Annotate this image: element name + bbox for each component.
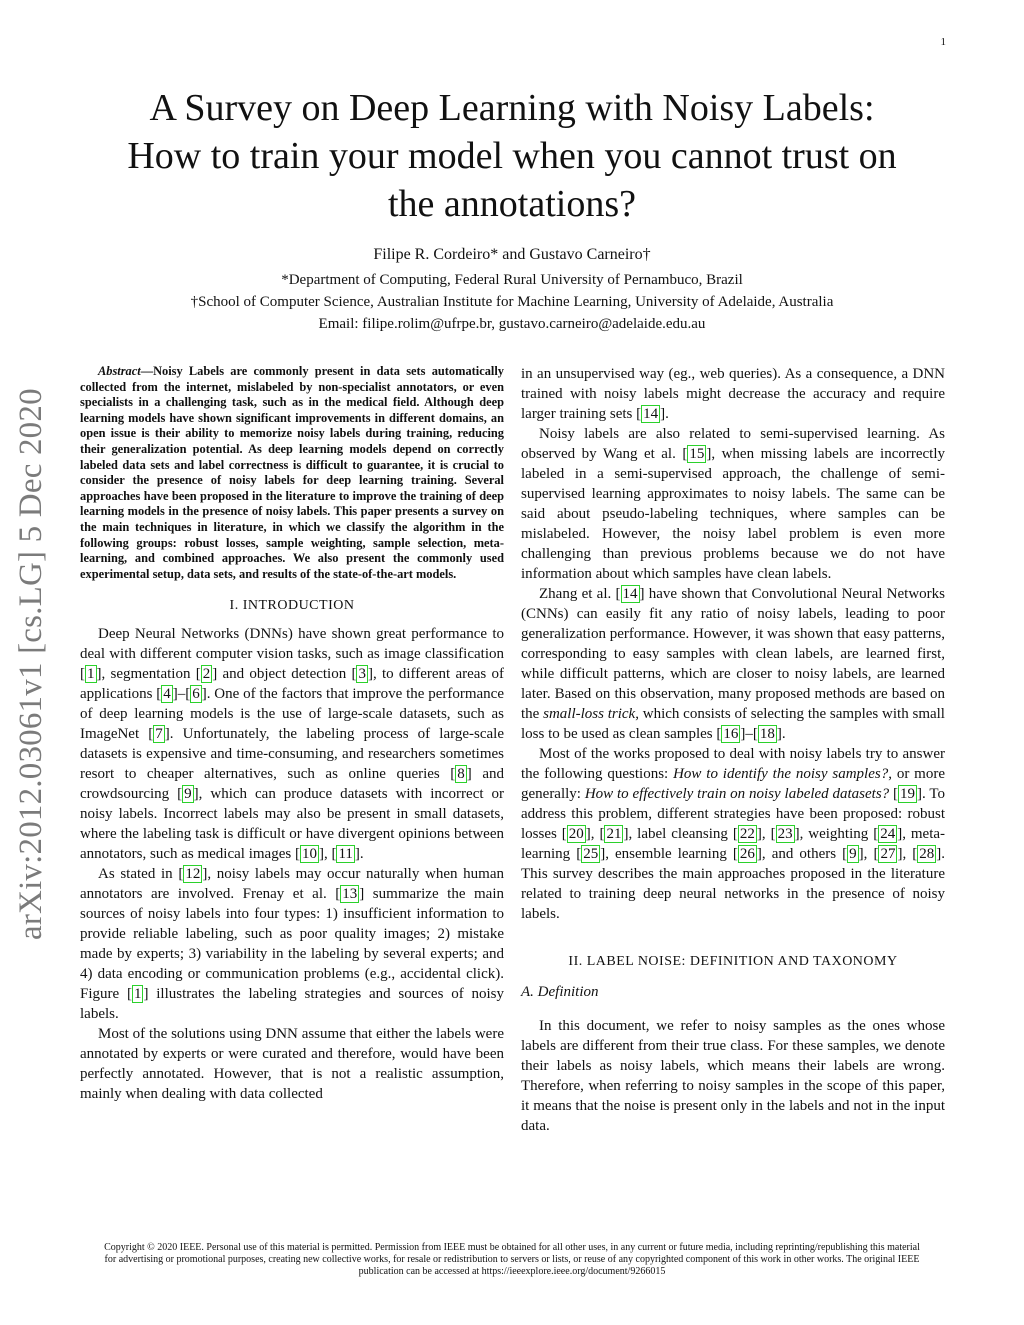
citation-link[interactable] (716, 725, 745, 743)
citation-link[interactable] (616, 585, 645, 603)
citation-number[interactable]: 14 (622, 586, 638, 602)
text-run: , and others (761, 846, 843, 862)
text-run: summarize the main sources of noisy labels into four types: 1) insufficient information to provide reliable labeling, such as poor quality images; 2) mistake made by experts; 3) variability in the labeling by several experts; and 4) data encoding or communication problems (e.g., accidental click). Figure (80, 886, 504, 1003)
text-run: , label cleansing (628, 826, 733, 842)
paper-title (60, 84, 964, 228)
citation-link[interactable] (576, 845, 605, 863)
title-line: How to train your model when you cannot trust on (127, 135, 897, 177)
text-run: , segmentation (101, 666, 196, 683)
citation-number[interactable]: 14 (643, 406, 659, 422)
citation-link[interactable] (335, 885, 364, 903)
text-run: . (665, 406, 669, 422)
citation-link[interactable] (562, 825, 591, 843)
title-line: the annotations? (388, 183, 636, 225)
text-run: Zhang et al. (539, 586, 616, 602)
citation-number[interactable]: 6 (192, 686, 200, 703)
citation-link[interactable] (682, 445, 711, 463)
citation-number[interactable]: 16 (723, 726, 739, 742)
text-run: Most of the works proposed to deal with noisy labels try to answer the following questions: (521, 746, 945, 782)
citation-link[interactable] (873, 825, 902, 843)
text-run: , (761, 826, 771, 842)
citation-link[interactable] (893, 785, 922, 803)
abstract (80, 364, 504, 582)
section-title-introduction: I. INTRODUCTION (229, 598, 355, 614)
copyright-notice: Copyright © 2020 IEEE. Personal use of this material is permitted. Permission from IEEE must be obtained for all other uses, in any current or future media, including reprinting/republishing this material for advertising or promotional purposes, creating new collective works, for resale or redistribution to servers or lists, or reuse of any copyrighted component of this work in other works. The original IEEE publication can be accessed at https://ieeexplore.ieee.org/document/9266015 (104, 1242, 920, 1277)
right-column (521, 364, 945, 1136)
text-run: . (781, 726, 786, 742)
citation-number[interactable]: 18 (759, 726, 775, 742)
abstract-label: Abstract (98, 364, 141, 378)
affiliation-1: *Department of Computing, Federal Rural University of Pernambuco, Brazil (281, 272, 743, 288)
citation-link[interactable] (842, 845, 864, 863)
text-run: As stated in (98, 866, 179, 883)
paragraph (80, 624, 504, 864)
text-run: , (902, 846, 913, 862)
text-run: , (590, 826, 600, 842)
paragraph (521, 584, 945, 744)
citation-number[interactable]: 12 (185, 866, 201, 883)
citation-number[interactable]: 9 (184, 786, 192, 803)
emphasis-text: How to effectively train on noisy labeled datasets? (584, 786, 890, 802)
citation-link[interactable] (156, 685, 178, 703)
citation-number[interactable]: 8 (457, 766, 465, 783)
citation-link[interactable] (196, 665, 218, 683)
authors: Filipe R. Cordeiro* and Gustavo Carneiro† (373, 246, 651, 263)
citation-number[interactable]: 2 (202, 666, 211, 683)
emphasis-text: How to identify the noisy samples? (673, 766, 889, 782)
citation-number[interactable]: 25 (583, 846, 599, 862)
emphasis-text: small-loss trick (543, 706, 636, 722)
text-run: in an unsupervised way (eg., web queries). As a consequence, a DNN trained with noisy labels might decrease the accuracy and require larger training sets (521, 366, 945, 422)
paragraph: In this document, we refer to noisy samples as the ones whose labels are different from their true class. For these samples, we denote their labels as noisy labels, which means their labels are wrong. Therefore, when referring to noisy samples in the scope of this paper, it means that the noise is present only in the labels and not in the input data. (521, 1018, 945, 1134)
citation-link[interactable] (733, 845, 762, 863)
citation-number[interactable]: 24 (880, 826, 896, 842)
text-run: , to different areas of applications (80, 666, 504, 703)
paragraph (80, 864, 504, 1024)
left-column (80, 364, 504, 1104)
page-number: 1 (940, 36, 946, 48)
paragraph: Most of the solutions using DNN assume that either the labels were annotated by experts or were curated and therefore, would have been perfectly annotated. However, that is not a realistic assumption, mainly when dealing with data collected (80, 1026, 504, 1103)
text-run: have shown that Convolutional Neural Networks (CNNs) can easily fit any ratio of noisy labels, leading to poor generalization performance. However, it was shown that easy patterns, corresponding to easy samples with clean labels, are learned first, while difficult patterns, which are closer to noisy labels, are learned later. Based on this observation, many proposed methods are based on the (521, 586, 945, 722)
citation-link[interactable] (185, 685, 207, 703)
citation-number[interactable]: 23 (777, 826, 793, 842)
text-run: , ensemble learning (605, 846, 733, 862)
text-run: , noisy labels may occur naturally when human annotators are involved. Frenay et al. (80, 866, 504, 903)
paragraph (521, 364, 945, 424)
text-run: , (863, 846, 874, 862)
citation-number[interactable]: 3 (358, 666, 366, 683)
text-run: – (177, 686, 186, 703)
citation-link[interactable] (295, 845, 324, 863)
text-run: . This survey describes the main approaches proposed in the literature related to training deep neural networks in the presence of noisy labels. (521, 846, 946, 922)
citation-number[interactable]: 4 (163, 686, 171, 703)
citation-link[interactable] (636, 405, 665, 423)
citation-link[interactable] (127, 985, 149, 1003)
citation-number[interactable]: 22 (739, 826, 755, 842)
citation-link[interactable] (912, 845, 941, 863)
citation-number[interactable]: 10 (301, 846, 317, 863)
citation-number[interactable]: 28 (919, 846, 935, 862)
citation-link[interactable] (148, 725, 170, 743)
text-run: , or more generally: (521, 766, 945, 802)
citation-link[interactable] (177, 785, 199, 803)
citation-link[interactable] (753, 725, 782, 743)
text-run: . (359, 846, 364, 863)
citation-number[interactable]: 1 (133, 986, 142, 1003)
title-line: A Survey on Deep Learning with Noisy Labels: (149, 87, 875, 129)
citation-number[interactable]: 27 (880, 846, 896, 862)
citation-number[interactable]: 9 (849, 846, 857, 862)
text-run: and crowdsourcing (80, 766, 504, 803)
text-run: – (745, 726, 753, 742)
text-run: . One of the factors that improve the performance of deep learning models is the use of large-scale datasets, such as ImageNet (80, 686, 504, 743)
subsection-title-definition: A. Definition (521, 984, 599, 1000)
abstract-text: —Noisy Labels are commonly present in data sets automatically collected from the internet, mislabeled by non-specialist annotators, or even specialists in a challenging task, such as in the medical field. Although deep learning models have shown significant improvements in different domains, an open issue is their ability to memorize noisy labels during training, reducing their generalization potential. As deep learning models depend on correctly labeled data sets and label correctness is difficult to guarantee, it is crucial to consider the presence of noisy labels for deep learning training. Several approaches have been proposed in the literature to improve the training of deep learning models in the presence of noisy labels. This paper presents a survey on the main techniques in literature, in which we classify the algorithm in the following groups: robust losses, sample weighting, sample selection, meta-learning, and combined approaches. We also present the commonly used experimental setup, data sets, and results of the state-of-the-art models. (80, 364, 504, 581)
text-run: Noisy labels are also related to semi-supervised learning. As observed by Wang et al. (521, 426, 945, 462)
affiliation-2: †School of Computer Science, Australian Institute for Machine Learning, University of Adelaide, Australia (190, 294, 834, 310)
text-run: and object detection (217, 666, 352, 683)
text-run: . To address this problem, different strategies have been proposed: robust losses (521, 786, 945, 842)
citation-number[interactable]: 21 (606, 826, 622, 842)
citation-number[interactable]: 15 (689, 446, 705, 462)
citation-link[interactable] (771, 825, 800, 843)
text-run: Deep Neural Networks (DNNs) have shown great performance to deal with different computer vision tasks, such as image classification (80, 626, 504, 663)
citation-link[interactable] (80, 665, 102, 683)
citation-link[interactable] (351, 665, 373, 683)
text-run: , meta-learning (521, 826, 946, 862)
citation-number[interactable]: 20 (568, 826, 584, 842)
email-line: Email: filipe.rolim@ufrpe.br, gustavo.carneiro@adelaide.edu.au (318, 316, 706, 332)
section-title-label-noise: II. LABEL NOISE: DEFINITION AND TAXONOMY (568, 954, 898, 969)
citation-link[interactable] (873, 845, 902, 863)
citation-link[interactable] (733, 825, 762, 843)
text-run: , (323, 846, 332, 863)
citation-link[interactable] (599, 825, 628, 843)
text-run: . Unfortunately, the labeling process of large-scale datasets is expensive and time-consuming, and researchers sometimes resort to cheaper alternatives, such as online queries (80, 726, 504, 783)
citation-number[interactable]: 1 (87, 666, 95, 683)
citation-number[interactable]: 7 (155, 726, 163, 743)
citation-link[interactable] (450, 765, 472, 783)
text-run: , which consists of selecting the samples with small loss to be used as clean samples (521, 706, 945, 742)
citation-number[interactable]: 11 (338, 846, 353, 863)
text-run: , which can produce datasets with incorrect or noisy labels. Incorrect labels may also be present in small datasets, where the labeling task is difficult or have divergent opinions between annotators, such as medical images (80, 786, 504, 863)
text-run: , weighting (799, 826, 874, 842)
arxiv-stamp: arXiv:2012.03061v1 [cs.LG] 5 Dec 2020 (13, 388, 49, 940)
paragraph (521, 744, 945, 924)
text-run: illustrates the labeling strategies and sources of noisy labels. (80, 986, 504, 1023)
citation-number[interactable]: 13 (342, 886, 358, 903)
citation-number[interactable]: 26 (739, 846, 755, 862)
citation-link[interactable] (178, 865, 207, 883)
paragraph (521, 424, 945, 584)
citation-link[interactable] (331, 845, 359, 863)
text-run: , when missing labels are incorrectly labeled in a semi-supervised approach, the challenge of semi-supervised learning approximates to noisy labels. The same can be said about pseudo-labeling techniques, where samples can be mislabeled. However, the noisy label problem is even more challenging than previous problems because we do not have information about which samples have clean labels. (521, 446, 945, 582)
citation-number[interactable]: 19 (900, 786, 916, 802)
